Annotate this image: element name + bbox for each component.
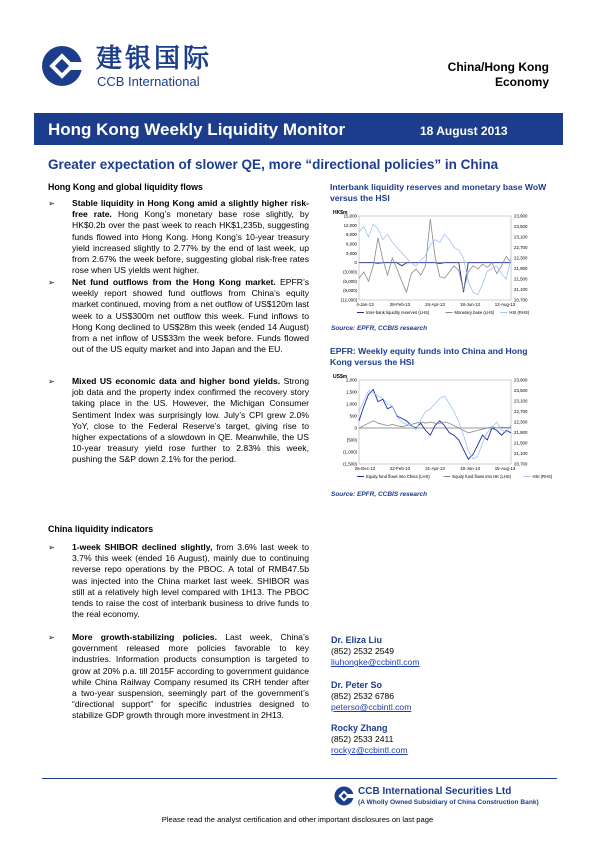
bullet-item — [48, 376, 309, 466]
section-heading: China liquidity indicators — [48, 524, 154, 534]
right-tick-label: 23,500 — [514, 388, 528, 393]
left-axis-unit: US$m — [333, 374, 348, 380]
bullet-body: Last week, China’s government released more policies favorable to key industries. Information products consumption is targeted to grow at 20% p.a. till 2015F according to government guidance while China Railway Company resumed its CRH tender after a two-year suspension, seemingly part of the government’s “directional support” for specific industries designed to stabilize GDP growth through more investment in 2H13. — [72, 632, 309, 721]
bullet-lead: Mixed US economic data and higher bond yields. — [72, 376, 281, 386]
footer-disclaimer: Please read the analyst certification and other important disclosures on last page — [161, 815, 434, 824]
footer-company: CCB International Securities Ltd — [358, 786, 512, 797]
x-tick-label: 18-Jun-13 — [460, 466, 480, 471]
x-tick-label: 18-Jun-13 — [460, 302, 480, 307]
x-tick-label: 28-Feb-13 — [389, 302, 411, 307]
bullet-item — [48, 198, 309, 276]
series-line-1 — [359, 263, 511, 293]
bullet-body: from 3.6% last week to 3.7% this week (ended 16 August), mainly due to continuing reverse repo operations by the PBOC. A total of RMB47.5b was injected into the China market last week. SHIBOR was still at a relatively high level compared with 1H13. The PBOC tends to raise the cost of interbank business to drive funds to the real economy. — [72, 542, 309, 620]
section-heading: Hong Kong and global liquidity flows — [48, 182, 203, 192]
x-tick-label: 21-Apr-13 — [425, 466, 445, 471]
chart-2-title: EPFR: Weekly equity funds into China and Hong Kong versus the HSI — [330, 346, 528, 367]
right-tick-label: 21,500 — [514, 276, 528, 282]
chart-1 — [331, 208, 549, 324]
right-tick-label: 23,100 — [514, 234, 528, 240]
brand-chinese-name: 建银国际 — [96, 44, 213, 74]
left-tick-label: 6,000 — [346, 241, 357, 247]
right-tick-label: 23,900 — [514, 377, 528, 383]
bullet-arrow-icon: ➢ — [48, 278, 55, 287]
legend-label: Equity fund flows into HK (LHS) — [452, 474, 512, 479]
left-tick-label: 0 — [354, 260, 357, 266]
bullet-lead: Net fund outflows from the Hong Kong market. — [72, 277, 276, 287]
x-tick-label: 4-Jan-13 — [356, 302, 374, 307]
right-tick-label: 23,100 — [514, 398, 528, 404]
left-tick-label: 15,000 — [343, 213, 357, 219]
contact-phone: (852) 2532 2549 — [331, 646, 395, 656]
region-label: China/Hong Kong — [447, 60, 549, 74]
legend-label: HSI (RHS) — [532, 474, 553, 479]
footer-divider — [42, 778, 557, 779]
bullet-item — [48, 632, 309, 722]
contact-name: Dr. Eliza Liu — [331, 635, 383, 645]
bullet-lead: Stable liquidity in Hong Kong amid a slightly higher risk-free rate. — [72, 198, 309, 220]
bullet-arrow-icon: ➢ — [48, 199, 55, 208]
series-line-3 — [359, 391, 511, 459]
left-tick-label: (6,000) — [343, 278, 357, 284]
series-line-3 — [359, 224, 511, 295]
contact-name: Rocky Zhang — [331, 723, 388, 733]
right-tick-label: 21,100 — [514, 287, 528, 292]
right-tick-label: 22,700 — [514, 245, 528, 250]
sector-label: Economy — [494, 75, 549, 89]
right-tick-label: 23,500 — [514, 224, 528, 229]
right-tick-label: 22,300 — [514, 255, 528, 261]
right-tick-label: 23,900 — [514, 213, 528, 219]
bullet-item — [48, 542, 309, 620]
left-tick-label: 1,000 — [346, 401, 357, 407]
right-tick-label: 21,100 — [514, 451, 528, 456]
report-title: Hong Kong Weekly Liquidity Monitor — [48, 120, 346, 139]
section-china-liquidity — [48, 524, 309, 535]
footer-subsidiary: (A Wholly Owned Subsidiary of China Construction Bank) — [358, 799, 539, 806]
left-tick-label: 9,000 — [346, 232, 357, 238]
bullet-body: Hong Kong’s monetary base rose slightly, by HK$0.2b over the past week to reach HK$1,235b, suggesting funds flowed into Hong Kong. Hong Kong’s 10-year treasury yield increased slightly to 2.77% by the end of last week, up from 2.67% the week before, suggesting global risk-free rates rose when US yields went higher. — [72, 209, 309, 276]
bullet-body: EPFR’s weekly report showed fund outflows from China’s equity market continued, moving from a net outflow of US$120m last week to a US$300m net outflow this week. Fund inflows to Hong Kong declined to US$28m this week (ended 14 August) from a net inflow of US$33m the week before. Funds flowed out of the US equity market and into Japan and the EU. — [72, 277, 310, 355]
contact-card — [331, 723, 408, 756]
chart-1-title: Interbank liquidity reserves and monetary base WoW versus the HSI — [330, 182, 547, 203]
legend-label: Equity fund flows into China (LHS) — [366, 474, 430, 479]
bullet-item — [48, 277, 309, 355]
contact-name: Dr. Peter So — [331, 680, 383, 690]
right-tick-label: 20,700 — [514, 461, 528, 467]
x-tick-label: 15-Aug-13 — [494, 466, 516, 471]
section-hk-global — [48, 182, 309, 193]
region-sector-label — [448, 60, 549, 90]
contact-email-link[interactable]: peterso@ccbintl.com — [331, 702, 412, 712]
left-tick-label: 500 — [349, 413, 357, 419]
series-line-2 — [359, 219, 511, 292]
legend-label: Inter-bank liquidity reserves (LHS) — [366, 310, 430, 315]
legend-label: HSI (RHS) — [509, 310, 530, 315]
plot-frame — [359, 380, 511, 464]
left-tick-label: (12,000) — [340, 297, 357, 303]
bullet-body: Strong job data and the property index confirmed the recovery story taking place in the US. However, the Michigan Consumer Sentiment Index was surprisingly low. July’s CPI grew 2.0% YoY, close to the Federal Reserve’s target, giving rise to higher expectations of a slowdown in QE. Meanwhile, the US 10-year treasury yield rose further to 2.83% this week, pushing the S&P down 2.1% for the period. — [72, 376, 309, 465]
x-tick-label: 22-Feb-13 — [389, 466, 411, 471]
left-tick-label: (3,000) — [343, 269, 357, 275]
contact-phone: (852) 2532 6786 — [331, 691, 395, 701]
left-tick-label: (1,000) — [343, 449, 357, 455]
bullet-lead: 1-week SHIBOR declined slightly, — [72, 542, 213, 552]
bullet-arrow-icon: ➢ — [48, 633, 55, 642]
left-tick-label: 0 — [354, 425, 357, 431]
right-tick-label: 21,500 — [514, 440, 528, 446]
headline: Greater expectation of slower QE, more “directional policies” in China — [48, 157, 499, 172]
chart-1-source: Source: EPFR, CCBIS research — [331, 325, 428, 332]
ccb-footer-logo-icon — [334, 786, 354, 806]
right-tick-label: 20,700 — [514, 297, 528, 303]
left-tick-label: (9,000) — [343, 288, 357, 294]
report-date: 18 August 2013 — [420, 124, 508, 138]
right-tick-label: 21,900 — [514, 266, 528, 271]
left-tick-label: (1,500) — [343, 461, 357, 467]
x-tick-label: 26-Dec-12 — [354, 466, 376, 471]
left-tick-label: (500) — [346, 437, 357, 443]
bullet-arrow-icon: ➢ — [48, 377, 55, 386]
chart-2 — [331, 372, 553, 488]
contact-phone: (852) 2533 2411 — [331, 734, 394, 744]
left-tick-label: 3,000 — [346, 250, 357, 256]
brand-english-name: CCB International — [97, 74, 200, 89]
contact-email-link[interactable]: rockyz@ccbintl.com — [331, 745, 408, 755]
x-tick-label: 12-Aug-13 — [494, 302, 516, 307]
contact-email-link[interactable]: liuhongke@ccbintl.com — [331, 657, 420, 667]
left-tick-label: 2,000 — [346, 377, 357, 383]
contact-card — [331, 635, 420, 668]
bullet-lead: More growth-stabilizing policies. — [72, 632, 217, 642]
left-tick-label: 12,000 — [343, 222, 357, 228]
ccb-logo-icon — [40, 44, 84, 88]
left-tick-label: 1,500 — [346, 389, 357, 395]
contact-card — [331, 680, 411, 713]
right-tick-label: 22,300 — [514, 419, 528, 425]
right-tick-label: 21,900 — [514, 430, 528, 435]
left-axis-unit: HK$m — [333, 210, 348, 216]
legend-label: Monetary base (LHS) — [454, 310, 495, 315]
chart-2-source: Source: EPFR, CCBIS research — [331, 491, 428, 498]
x-tick-label: 24-Apr-13 — [425, 302, 445, 307]
right-tick-label: 22,700 — [514, 409, 528, 414]
bullet-arrow-icon: ➢ — [48, 543, 55, 552]
